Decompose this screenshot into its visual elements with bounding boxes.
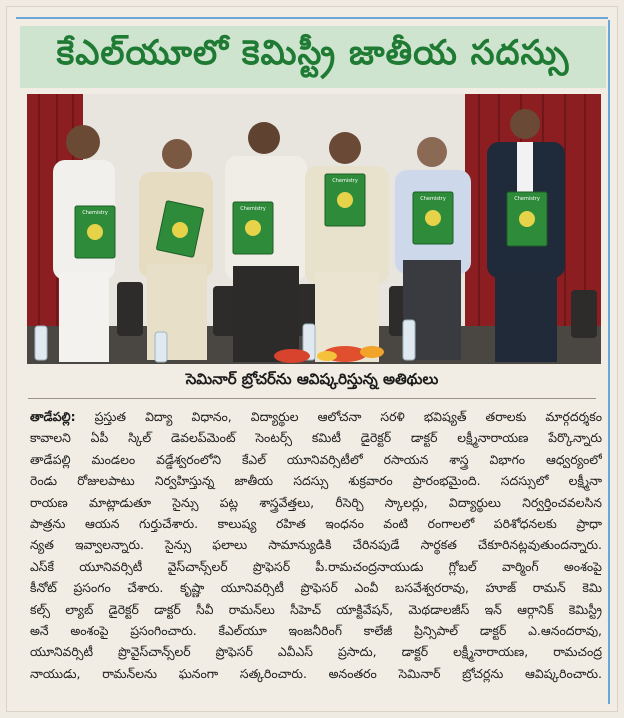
- caption-rule: [28, 398, 596, 399]
- newspaper-clipping: [6, 6, 618, 712]
- brochure-title: Chemistry: [240, 206, 266, 212]
- article-line: తాడేపల్లి మండలం వడ్డేశ్వరంలోని కేఎల్ యూనివర్సిటీలో రసాయన శాస్త్ర విభాగం ఆధ్వర్యంలో: [30, 451, 602, 467]
- article-line: తాడేపల్లి: ప్రస్తుత విద్యా విధానం, విద్యార్థుల ఆలోచనా సరళి భవిష్యత్ తరాలకు మార్గదర్శకం: [30, 409, 602, 424]
- headline: కేఎల్‌యూలో కెమిస్ట్రీ జాతీయ సదస్సు: [56, 33, 570, 73]
- article-line: ఎస్‌కే యూనివర్సిటీ వైస్‌చాన్స్‌లర్ ప్రొఫెసర్ పీ.రామచంద్రనాయుడు గ్లోబల్ వార్మింగ్ అంశంపై: [30, 558, 602, 574]
- event-photo: [27, 94, 601, 364]
- article-line: న్యత ఇవ్వాలన్నారు. సైన్సు ఫలాలు సామాన్యుడికి చేరినపుడే సార్థకత చేకూరినట్లవుతుందన్నారు.: [30, 537, 602, 553]
- top-rule: [16, 17, 608, 19]
- brochure-title: Chemistry: [420, 196, 446, 202]
- article-body: [30, 406, 602, 708]
- brochure-title: Chemistry: [82, 210, 108, 216]
- article-line: రెండు రోజులపాటు నిర్వహిస్తున్న జాతీయ సదస్సు శుక్రవారం ప్రారంభమైంది. సదస్సులో లక్ష్మీనా: [30, 473, 602, 489]
- article-line: కల్స్ ల్యాబ్ డైరెక్టర్ డాక్టర్ సీవీ రామన్‌లు సీహెచ్ యాక్టివేషన్, మెథడాలజీస్ ఇన్ ఆర్గానిక్ కెమిస్ట్రీ: [30, 601, 602, 617]
- event-photo-graphic: [27, 94, 601, 364]
- article-line: పాత్రను ఆయన గుర్తుచేశారు. కాలుష్య రహిత ఇంధనం వంటి రంగాలలో పరిశోధనలకు ప్రాధా: [30, 516, 602, 532]
- article-line: కావాలని ఏపీ స్కిల్ డెవలప్‌మెంట్ సెంటర్స్ కమిటీ డైరెక్టర్ డాక్టర్ లక్ష్మీనారాయణ పేర్కొన్నారు: [30, 430, 602, 446]
- dateline: తాడేపల్లి:: [30, 409, 76, 424]
- right-column-rule: [608, 20, 610, 704]
- photo-caption: సెమినార్ బ్రోచర్‌ను ఆవిష్కరిస్తున్న అతిథులు: [185, 370, 439, 388]
- article-line: అనే అంశంపై ప్రసంగించారు. కేఎల్‌యూ ఇంజనీరింగ్ కాలేజీ ప్రిన్సిపాల్ డాక్టర్ ఎ.ఆనందరావు,: [30, 623, 602, 639]
- brochure-title: Chemistry: [332, 178, 358, 184]
- article-line: యూనివర్సిటీ ప్రొవైస్‌చాన్స్‌లర్ ప్రొఫెసర్ ఎవీఎస్ ప్రసాదు, డాక్టర్ లక్ష్మీనారాయణ, రామచంద్ర: [30, 644, 602, 660]
- brochure-title: Chemistry: [514, 196, 540, 202]
- headline-band: [20, 26, 606, 88]
- article-line: రాయణ మాట్లాడుతూ సైన్సు పట్ల శాస్త్రవేత్తలు, రీసెర్చి స్కాలర్లు, విద్యార్థులు నిర్వర్తించవలసిన: [30, 494, 602, 510]
- article-line: కీనోట్ ప్రసంగం చేశారు. కృష్ణా యూనివర్సిటీ ప్రొఫెసర్ ఎంవీ బసవేశ్వరరావు, హూజ్ రామన్ కెమి: [30, 580, 602, 596]
- article-line: నాయుడు, రామన్‌లను ఘనంగా సత్కరించారు. అనంతరం సెమినార్ బ్రోచర్లను ఆవిష్కరించారు.: [30, 665, 602, 681]
